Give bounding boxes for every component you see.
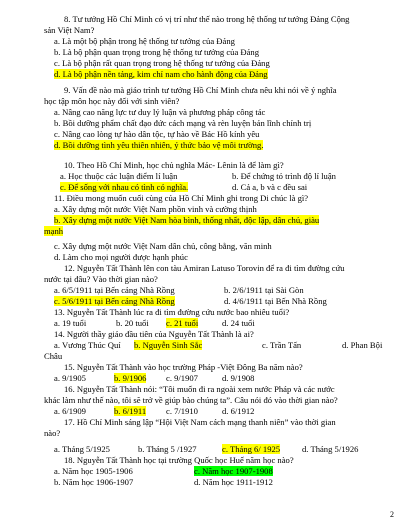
line-text: a. 6/1909 <box>54 406 86 416</box>
line-text: 14. Người thầy giáo đầu tiên của Nguyễn Tất Thành là ai? <box>54 329 254 339</box>
text-line <box>64 362 414 372</box>
text-line <box>44 274 394 284</box>
text-line <box>222 318 416 328</box>
text-line <box>302 444 416 454</box>
text-line <box>64 384 414 394</box>
line-text: d. Tháng 5/1926 <box>302 444 359 454</box>
text-line <box>54 252 404 262</box>
highlighted-answer: c. Năm học 1907-1908 <box>194 466 273 476</box>
highlighted-answer: d. Là bộ phận nền tảng, kim chỉ nam cho hành động của Đảng <box>54 69 268 79</box>
highlighted-answer: c. Tháng 6/ 1925 <box>222 444 281 454</box>
line-text: b. Năm học 1906-1907 <box>54 477 134 487</box>
text-line <box>44 226 394 236</box>
line-text: 11. Điều mong muốn cuối cùng của Hồ Chí Minh ghi trong Di chúc là gì? <box>54 193 309 203</box>
line-text: b. Tháng 5 /1927 <box>138 444 197 454</box>
line-text: a. 6/5/1911 tại Bến cảng Nhà Rồng <box>54 285 175 295</box>
highlighted-answer: b. 6/1911 <box>114 406 147 416</box>
line-text: a. Nâng cao năng lực tư duy lý luận và phương pháp công tác <box>54 107 266 117</box>
highlighted-answer: d. Bồi dưỡng tình yêu thiên nhiên, ý thức bảo vệ môi trường. <box>54 140 264 150</box>
highlighted-answer: mạnh <box>44 226 64 236</box>
line-text: Châu <box>44 351 63 361</box>
line-text: 9. Vấn đề nào mà giáo trình tư tưởng Hồ Chí Minh chưa nêu khi nói về ý nghĩa <box>64 85 337 95</box>
text-line <box>224 285 416 295</box>
text-line <box>54 215 404 225</box>
line-text: a. Năm học 1905-1906 <box>54 466 133 476</box>
line-text: b. 20 tuổi <box>116 318 149 328</box>
text-line <box>64 160 414 170</box>
text-line <box>222 373 416 383</box>
line-text: c. Là bộ phận rất quan trọng trong hệ thống tư tưởng của Đảng <box>54 58 270 68</box>
line-text: b. 2/6/1911 tại Sài Gòn <box>224 285 304 295</box>
line-text: học tập môn học này đối với sinh viên? <box>44 96 180 106</box>
text-line <box>64 455 414 465</box>
line-text: c. Nâng cao lòng tự hào dân tộc, tự hào về Bác Hồ kính yêu <box>54 129 260 139</box>
line-text: a. Là một bộ phận trong hệ thống tư tưởng của Đảng <box>54 36 235 46</box>
line-text: sản Việt Nam? <box>44 25 95 35</box>
text-line <box>54 129 404 139</box>
highlighted-answer: b. Nguyễn Sinh Sắc <box>134 340 203 350</box>
line-text: 16. Nguyễn Tất Thành nói: “Tôi muốn đi ra ngoài xem nước Pháp và các nước <box>64 384 335 394</box>
line-text: 8. Tư tưởng Hồ Chí Minh có vị trí như thế nào trong hệ thống tư tưởng Đảng Cộng <box>64 14 350 24</box>
line-text: d. 4/6/1911 tại Bến Nhà Rồng <box>224 296 327 306</box>
text-line <box>54 193 404 203</box>
line-text: b. Để chứng tỏ trình độ lí luận <box>232 171 336 181</box>
line-text: nào? <box>44 428 61 438</box>
line-text: 18. Nguyễn Tất Thành học tại trường Quốc học Huế năm học nào? <box>64 455 294 465</box>
line-text: d. 24 tuổi <box>222 318 255 328</box>
text-line <box>54 241 404 251</box>
highlighted-answer: b. Xây dựng một nước Việt Nam hòa bình, thống nhất, độc lập, dân chủ, giàu <box>54 215 320 225</box>
text-line <box>54 307 404 317</box>
text-line <box>64 14 414 24</box>
line-text: 17. Hồ Chí Minh sáng lập “Hội Việt Nam cách mạng thanh niên” vào thời gian <box>64 417 336 427</box>
line-text: d. Làm cho mọi người được hạnh phúc <box>54 252 188 262</box>
text-line <box>54 107 404 117</box>
text-line <box>224 296 416 306</box>
line-text: nước tại đâu? Vào thời gian nào? <box>44 274 158 284</box>
text-line <box>54 118 404 128</box>
line-text: 13. Nguyễn Tất Thành lúc ra đi tìm đường cứu nước bao nhiêu tuổi? <box>54 307 290 317</box>
text-line <box>54 69 404 79</box>
text-line <box>54 140 404 150</box>
line-text: c. 9/1907 <box>166 373 198 383</box>
line-text: 15. Nguyễn Tất Thành vào học trường Pháp -Việt Đông Ba năm nào? <box>64 362 303 372</box>
line-text: d. 9/1908 <box>222 373 255 383</box>
text-line <box>44 25 394 35</box>
text-line <box>44 351 394 361</box>
text-line <box>44 428 394 438</box>
line-text: d. 6/1912 <box>222 406 255 416</box>
line-text: d. Năm học 1911-1912 <box>194 477 273 487</box>
text-line <box>222 406 416 416</box>
text-line <box>54 47 404 57</box>
line-text: c. Xây dựng một nước Việt Nam dân chủ, công bằng, văn minh <box>54 241 272 251</box>
line-text: 12. Nguyễn Tất Thành lên con tàu Amiran Latuso Torovin để ra đi tìm đường cứu <box>64 263 345 273</box>
highlighted-answer: b. 9/1906 <box>114 373 147 383</box>
text-line <box>54 204 404 214</box>
line-text: c. 7/1910 <box>166 406 198 416</box>
line-text: a. Học thuộc các luận điểm lí luận <box>60 171 178 181</box>
line-text: a. Tháng 5/1925 <box>54 444 110 454</box>
line-text: d. Cả a, b và c đều sai <box>232 182 308 192</box>
line-text: a. 9/1905 <box>54 373 86 383</box>
text-line <box>54 36 404 46</box>
text-line <box>44 96 394 106</box>
text-line <box>232 171 416 181</box>
text-line <box>232 182 416 192</box>
text-line <box>342 340 416 350</box>
line-text: b. Bồi dưỡng phẩm chất đạo đức cách mạng và rèn luyện bản lĩnh chính trị <box>54 118 312 128</box>
highlighted-answer: c. 5/6/1911 tại Bến cảng Nhà Rồng <box>54 296 175 306</box>
line-text: c. Trần Tấn <box>262 340 302 350</box>
line-text: a. Vương Thúc Quí <box>54 340 121 350</box>
text-line <box>194 477 416 487</box>
text-line <box>64 417 414 427</box>
text-line <box>194 466 416 476</box>
line-text: a. Xây dựng một nước Việt Nam phồn vinh và cường thịnh <box>54 204 257 214</box>
page-number: 2 <box>390 510 394 519</box>
text-line <box>54 58 404 68</box>
highlighted-answer: c. 21 tuổi <box>166 318 199 328</box>
line-text: a. 19 tuổi <box>54 318 87 328</box>
line-text: b. Là bộ phận quan trọng trong hệ thống tư tưởng của Đảng <box>54 47 260 57</box>
line-text: d. Phan Bội <box>342 340 383 350</box>
text-line <box>54 329 404 339</box>
line-text: 10. Theo Hồ Chí Minh, học chủ nghĩa Mác- Lênin là để làm gì? <box>64 160 284 170</box>
text-line <box>64 263 414 273</box>
text-line <box>44 395 394 405</box>
highlighted-answer: c. Để sống với nhau có tình có nghĩa. <box>60 182 189 192</box>
text-line <box>64 85 414 95</box>
line-text: khác làm như thế nào, tôi sẽ trở về giúp bào chúng ta”. Câu nói đó vào thời gian nào? <box>44 395 338 405</box>
